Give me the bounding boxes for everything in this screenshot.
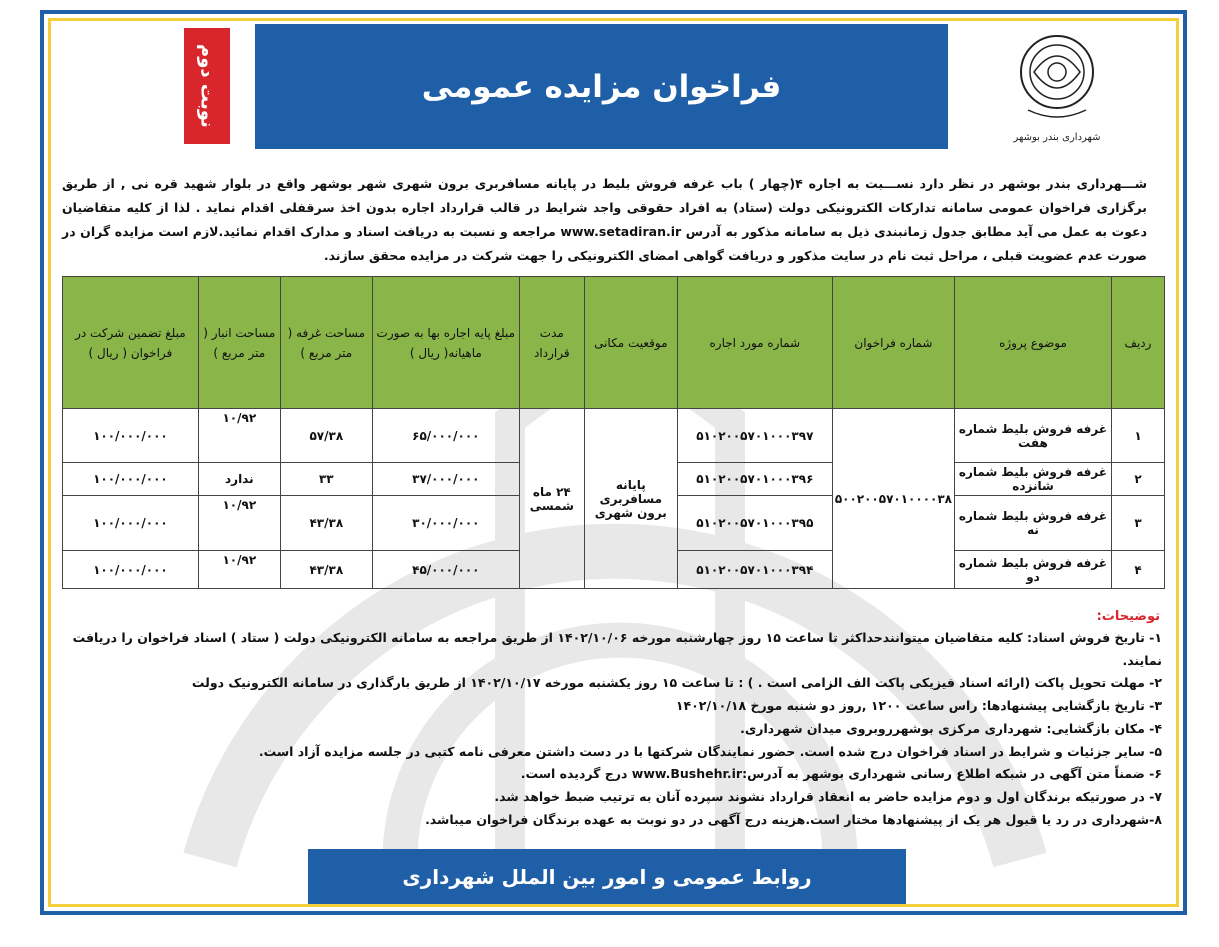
cell-subject: غرفه فروش بلیط شماره هفت: [955, 409, 1112, 463]
cell-storage-area: ۱۰/۹۲: [198, 551, 280, 589]
note-item: ۳- تاریخ بازگشایی پیشنهادها: راس ساعت ۱۲۰۰ ,روز دو شنبه مورخ ۱۴۰۲/۱۰/۱۸: [675, 698, 1162, 714]
cell-guarantee: ۱۰۰/۰۰۰/۰۰۰: [63, 463, 199, 496]
col-location: موقعیت مکانی: [584, 277, 677, 409]
page-title: فراخوان مزایده عمومی: [255, 24, 948, 149]
cell-lease-no: ۵۱۰۲۰۰۵۷۰۱۰۰۰۳۹۵: [677, 496, 832, 551]
note-item: ۸-شهرداری در رد یا قبول هر یک از پیشنهادها مختار است.هزینه درج آگهی در دو نوبت به عهده برندگان فراخوان میباشد.: [425, 811, 1162, 827]
cell-base-rent: ۳۷/۰۰۰/۰۰۰: [372, 463, 519, 496]
notes-title: توضیحات:: [1096, 609, 1160, 624]
cell-subject: غرفه فروش بلیط شماره شانزده: [955, 463, 1112, 496]
table-row: [63, 409, 1165, 463]
auction-table: [62, 276, 1165, 589]
note-item: ۲- مهلت تحویل پاکت (ارائه اسناد فیزیکی پاکت الف الزامی است . ) : تا ساعت ۱۵ روز یکشنبه مورخه ۱۴۰۲/۱۰/۱۷ از طریق بارگذاری در سامانه الکترونیک دولت: [191, 675, 1162, 691]
cell-storage-area: ندارد: [198, 463, 280, 496]
note-item: ۵- سایر جزئیات و شرایط در اسناد فراخوان درج شده است. حضور نمایندگان شرکتها با در دست داشتن معرفی نامه کتبی در جلسه مزایده آزاد است.: [258, 743, 1162, 759]
cell-row-no: ۳: [1112, 496, 1165, 551]
municipality-logo: [1012, 28, 1102, 160]
col-base-rent: مبلغ پایه اجاره بها به صورت ماهیانه( ریال ): [372, 277, 519, 409]
note-item: ۷- در صورتیکه برندگان اول و دوم مزایده حاضر به انعقاد قرارداد نشوند سپرده آنان به ترتیب ضبط خواهد شد.: [494, 788, 1162, 804]
cell-row-no: ۴: [1112, 551, 1165, 589]
cell-storage-area: ۱۰/۹۲: [198, 409, 280, 463]
col-duration: مدت قرارداد: [519, 277, 584, 409]
note-item: ۱- تاریخ فروش اسناد: کلیه متقاضیان میتوانندحداکثر تا ساعت ۱۵ روز چهارشنبه مورخه ۱۴۰۲/۱۰/۰۶ از طریق مراجعه به سامانه الکترونیکی دولت ( ستاد ) اسناد فراخوان را دریافت نمایند.: [72, 630, 1162, 668]
cell-storage-area: ۱۰/۹۲: [198, 496, 280, 551]
cell-call-no: ۵۰۰۲۰۰۵۷۰۱۰۰۰۰۳۸: [832, 409, 954, 589]
cell-guarantee: ۱۰۰/۰۰۰/۰۰۰: [63, 496, 199, 551]
note-item: ۴- مکان بازگشایی: شهرداری مرکزی بوشهرروبروی میدان شهرداری.: [740, 720, 1162, 736]
col-row-no: ردیف: [1112, 277, 1165, 409]
cell-base-rent: ۶۵/۰۰۰/۰۰۰: [372, 409, 519, 463]
cell-base-rent: ۳۰/۰۰۰/۰۰۰: [372, 496, 519, 551]
col-subject: موضوع پروژه: [955, 277, 1112, 409]
col-call-no: شماره فراخوان: [832, 277, 954, 409]
cell-lease-no: ۵۱۰۲۰۰۵۷۰۱۰۰۰۳۹۴: [677, 551, 832, 589]
cell-subject: غرفه فروش بلیط شماره نه: [955, 496, 1112, 551]
round-badge-label: نوبت دوم: [196, 44, 218, 128]
table-header-row: [63, 277, 1165, 409]
round-badge: [184, 28, 230, 144]
cell-lease-no: ۵۱۰۲۰۰۵۷۰۱۰۰۰۳۹۶: [677, 463, 832, 496]
footer-title: روابط عمومی و امور بین الملل شهرداری: [308, 849, 906, 904]
cell-base-rent: ۴۵/۰۰۰/۰۰۰: [372, 551, 519, 589]
intro-paragraph: شـــهرداری بندر بوشهر در نظر دارد نســـبت به اجاره ۴(چهار ) باب غرفه فروش بلیط در پایانه مسافربری برون شهری شهر بوشهر واقع در بلوار شهید قره نی , از طریق برگزاری فراخوان عمومی سامانه تدارکات الکترونیکی دولت (ستاد) به افراد حقوقی واجد شرایط در قالب قرارداد اجاره بدون اخذ سرقفلی اقدام نماید . لذا از کلیه متقاضیان دعوت به عمل می آید مطابق جدول زمانبندی ذیل به سامانه مذکور به آدرس www.setadiran.ir مراجعه و نسبت به دریافت اسناد و مدارک اقدام نمائید.لازم است مزایده گران در صورت عدم عضویت قبلی ، مراحل ثبت نام در سایت مذکور و دریافت گواهی امضای الکترونیکی را جهت شرکت در مزایده محقق سازند.: [62, 176, 1147, 263]
cell-booth-area: ۵۷/۳۸: [280, 409, 372, 463]
cell-duration: ۲۴ ماه شمسی: [519, 409, 584, 589]
cell-booth-area: ۳۳: [280, 463, 372, 496]
cell-location: پایانه مسافربری برون شهری: [584, 409, 677, 589]
col-storage-area: مساحت انبار ( متر مربع ): [198, 277, 280, 409]
cell-subject: غرفه فروش بلیط شماره دو: [955, 551, 1112, 589]
cell-guarantee: ۱۰۰/۰۰۰/۰۰۰: [63, 409, 199, 463]
cell-booth-area: ۴۳/۳۸: [280, 551, 372, 589]
cell-guarantee: ۱۰۰/۰۰۰/۰۰۰: [63, 551, 199, 589]
cell-row-no: ۲: [1112, 463, 1165, 496]
col-lease-no: شماره مورد اجاره: [677, 277, 832, 409]
emblem-icon: [1018, 28, 1096, 128]
col-booth-area: مساحت غرفه ( متر مربع ): [280, 277, 372, 409]
logo-caption: شهرداری بندر بوشهر: [1013, 132, 1101, 143]
col-guarantee: مبلغ تضمین شرکت در فراخوان ( ریال ): [63, 277, 199, 409]
cell-lease-no: ۵۱۰۲۰۰۵۷۰۱۰۰۰۳۹۷: [677, 409, 832, 463]
note-item: ۶- ضمناً متن آگهی در شبکه اطلاع رسانی شهرداری بوشهر به آدرس:www.Bushehr.ir درج گردیده است.: [520, 766, 1162, 782]
cell-booth-area: ۴۳/۳۸: [280, 496, 372, 551]
notes-list: [62, 627, 1162, 831]
cell-row-no: ۱: [1112, 409, 1165, 463]
